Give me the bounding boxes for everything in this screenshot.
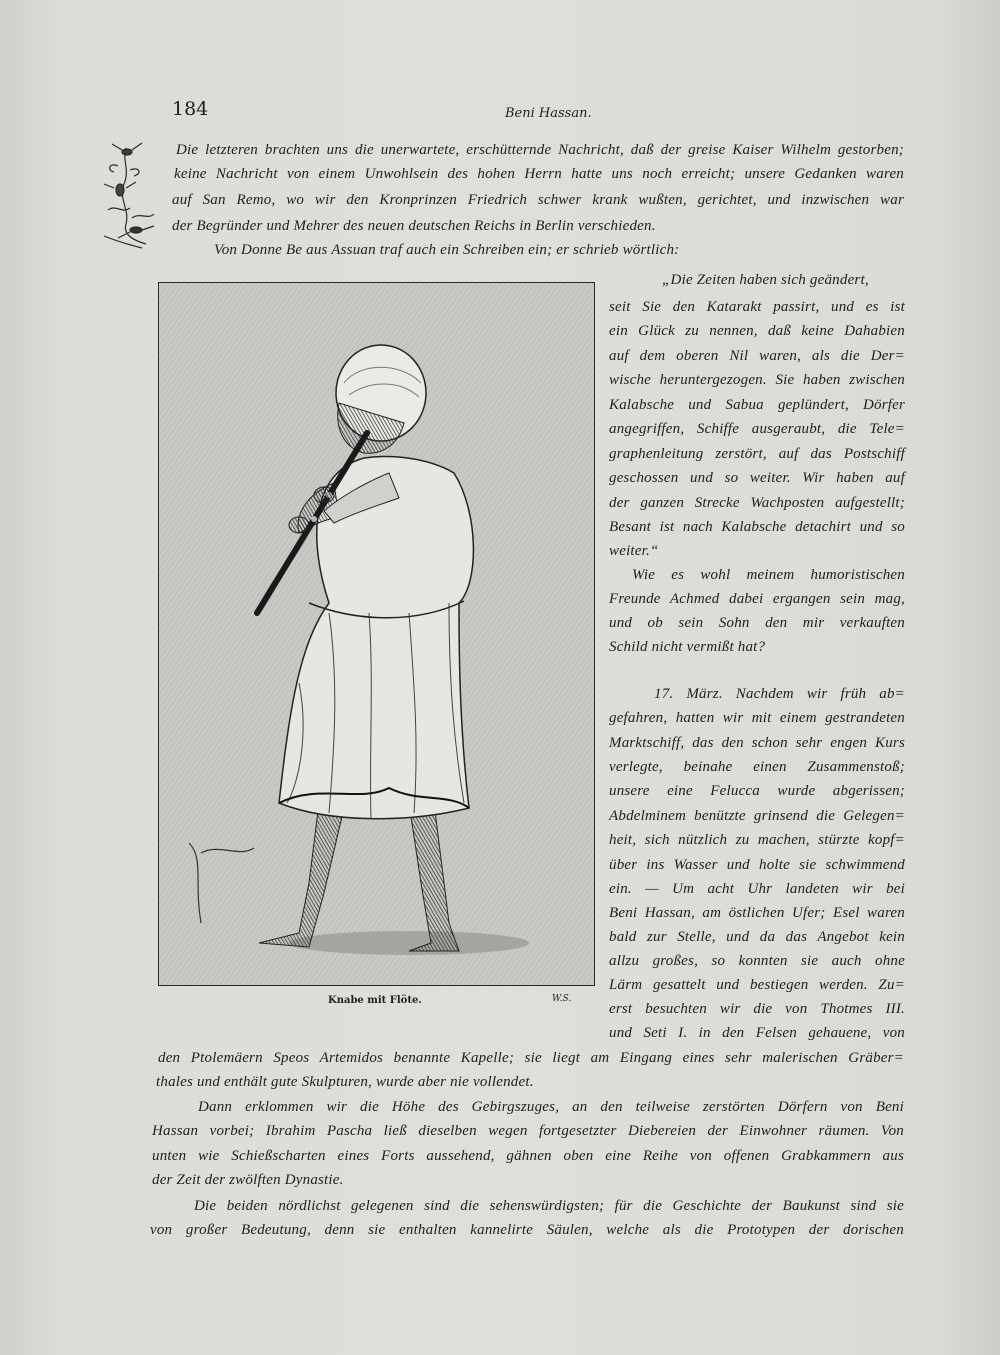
text-line: den Ptolemäern Speos Artemidos benannte Kapelle; sie liegt am Eingang eines sehr malerischen Gräber=: [158, 1050, 904, 1066]
text-line: angegriffen, Schiffe ausgeraubt, die Tele=: [609, 421, 905, 437]
text-line: Dann erklommen wir die Höhe des Gebirgszuges, an den teilweise zerstörten Dörfern von Beni: [198, 1099, 904, 1115]
text-line: graphenleitung zerstört, auf das Postschiff: [609, 446, 905, 462]
text-line: und ob sein Sohn den mir verkauften: [609, 615, 905, 631]
text-line: Wie es wohl meinem humoristischen: [632, 567, 905, 583]
text-line: thales und enthält gute Skulpturen, wurde aber nie vollendet.: [156, 1074, 534, 1090]
text-line: Lärm gesattelt und bestiegen werden. Zu=: [609, 977, 905, 993]
text-line: keine Nachricht von einem Unwohlsein des hohen Herrn hatte uns noch erreicht; unsere Gedanken waren: [174, 166, 904, 182]
text-line: 17. März. Nachdem wir früh ab=: [654, 686, 905, 702]
text-line: heit, sich nützlich zu machen, stürzte kopf=: [609, 832, 905, 848]
page-number: 184: [172, 98, 209, 120]
text-line: der Begründer und Mehrer des neuen deutschen Reichs in Berlin verschieden.: [172, 218, 656, 234]
text-line: der ganzen Strecke Wachposten aufgestellt;: [609, 495, 905, 511]
text-line: Die letzteren brachten uns die unerwartete, erschütternde Nachricht, daß der greise Kaiser Wilhelm gestorben;: [176, 142, 904, 158]
text-line: Besant ist nach Kalabsche detachirt und so: [609, 519, 905, 535]
text-line: geschossen und so weiter. Wir haben auf: [609, 470, 905, 486]
text-line: der Zeit der zwölften Dynastie.: [152, 1172, 344, 1188]
text-line: ein Glück zu nennen, daß keine Dahabien: [609, 323, 905, 339]
text-line: gefahren, hatten wir mit einem gestrandeten: [609, 710, 905, 726]
text-line: Beni Hassan, am östlichen Ufer; Esel waren: [609, 905, 905, 921]
text-line: und Seti I. in den Felsen gehauene, von: [609, 1025, 905, 1041]
text-line: auf dem oberen Nil waren, als die Der=: [609, 348, 905, 364]
text-line: Hassan vorbei; Ibrahim Pascha ließ dieselben wegen fortgesetzter Diebereien der Einwohner räumen. Von: [152, 1123, 904, 1139]
text-line: seit Sie den Katarakt passirt, und es ist: [609, 299, 905, 315]
text-line: unten wie Schießscharten eines Forts aussehend, gähnen oben eine Reihe von offenen Grabkammern aus: [152, 1148, 904, 1164]
text-line: Die beiden nördlichst gelegenen sind die sehenswürdigsten; für die Geschichte der Baukunst sind sie: [194, 1198, 904, 1214]
insect-ornament-icon: [96, 140, 158, 252]
text-line: ein. — Um acht Uhr landeten wir bei: [609, 881, 905, 897]
text-line: wische heruntergezogen. Sie haben zwischen: [609, 372, 905, 388]
text-line: über ins Wasser und holte sie schwimmend: [609, 857, 905, 873]
text-line: Marktschiff, das den schon sehr engen Kurs: [609, 735, 905, 751]
running-title: Beni Hassan.: [505, 106, 592, 121]
text-line: Freunde Achmed dabei ergangen sein mag,: [609, 591, 905, 607]
figure-caption: Knabe mit Flöte.: [328, 995, 422, 1006]
text-line: Von Donne Be aus Assuan traf auch ein Schreiben ein; er schrieb wörtlich:: [214, 242, 680, 258]
text-line: Abdelminem benützte grinsend die Gelegen=: [609, 808, 905, 824]
text-line: erst besuchten wir die von Thotmes III.: [609, 1001, 905, 1017]
text-line: verlegte, beinahe einen Zusammenstoß;: [609, 759, 905, 775]
text-line: von großer Bedeutung, denn sie enthalten kannelirte Säulen, welche als die Prototypen der dorischen: [150, 1222, 904, 1238]
text-line: unsere eine Felucca wurde abgerissen;: [609, 783, 905, 799]
text-line: Kalabsche und Sabua geplündert, Dörfer: [609, 397, 905, 413]
boy-with-flute-drawing: [159, 283, 595, 986]
text-line: auf San Remo, wo wir den Kronprinzen Friedrich schwer krank wußten, gerichtet, und inzwischen war: [172, 192, 904, 208]
text-line: bald zur Stelle, und da das Angebot kein: [609, 929, 905, 945]
artist-monogram: W.S.: [552, 994, 572, 1004]
text-line: allzu großes, so konnten sie auch ohne: [609, 953, 905, 969]
text-line: „Die Zeiten haben sich geändert,: [662, 272, 869, 288]
text-line: Schild nicht vermißt hat?: [609, 639, 766, 655]
illustration-boy-with-flute: [158, 282, 595, 986]
text-line: weiter.“: [609, 543, 659, 559]
